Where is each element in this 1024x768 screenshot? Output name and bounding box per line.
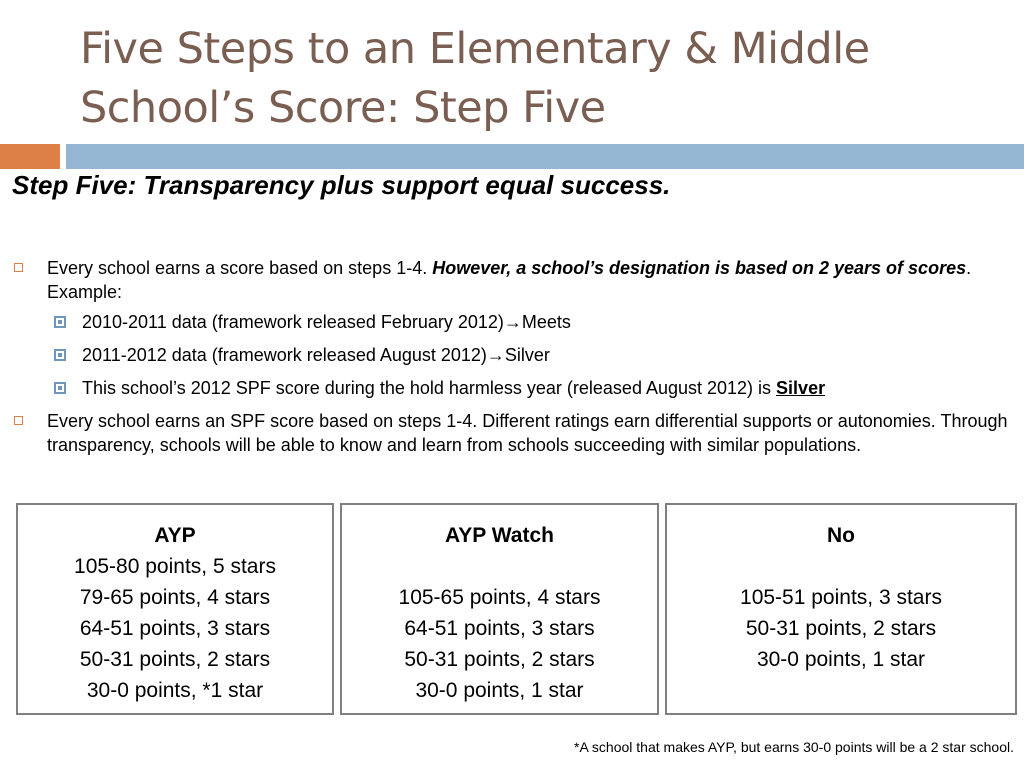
box-heading: AYP [154, 524, 196, 547]
box-line: 105-65 points, 4 stars [398, 586, 601, 609]
sub-bullet-2-text: 2011-2012 data (framework released August 2012) [82, 345, 487, 365]
box-line: 30-0 points, *1 star [86, 679, 264, 702]
bullet-1-emphasis: However, a school’s designation is based on 2 years of scores [432, 258, 967, 278]
sub-bullet-3-result: Silver [776, 378, 826, 398]
sub-bullet-2-result: Silver [504, 345, 550, 365]
box-line: 50-31 points, 2 stars [745, 617, 937, 640]
sub-bullet-1-text: 2010-2011 data (framework released February 2012) [82, 312, 504, 332]
accent-bar-blue [66, 144, 1024, 169]
box-line: 30-0 points, 1 star [756, 648, 926, 671]
bullet-1-tail: . Example: [47, 258, 972, 302]
sub-bullet-1-result: Meets [521, 312, 571, 332]
no-ayp-rating-box [665, 503, 1017, 715]
bullet-1-text: Every school earns a score based on steps 1-4. [47, 258, 433, 278]
ayp-rating-box [16, 503, 334, 715]
sub-bullet-2 [14, 343, 1014, 367]
bullet-2-text: Every school earns an SPF score based on steps 1-4. Different ratings earn differential supports or autonomies. Through transparency, schools will be able to know and learn from schools succeeding with similar populations. [47, 411, 1008, 455]
box-line: 64-51 points, 3 stars [79, 617, 271, 640]
box-heading: AYP Watch [445, 524, 554, 547]
box-line: 50-31 points, 2 stars [404, 648, 595, 671]
box-line: 105-80 points, 5 stars [74, 555, 276, 578]
box-line: 30-0 points, 1 star [415, 679, 584, 702]
box-line: 105-51 points, 3 stars [740, 586, 942, 609]
bullet-1 [14, 256, 1014, 304]
box-line: 64-51 points, 3 stars [404, 617, 595, 640]
square-bullet-icon [14, 416, 23, 425]
square-bullet-icon [54, 349, 66, 361]
square-bullet-icon [14, 263, 23, 272]
right-arrow-icon: → [503, 312, 522, 332]
bullet-list [14, 256, 1014, 463]
sub-bullet-1 [14, 310, 1014, 334]
box-line: 79-65 points, 4 stars [79, 586, 271, 609]
footnote: *A school that makes AYP, but earns 30-0 points will be a 2 star school. [574, 739, 1014, 755]
square-bullet-icon [54, 316, 66, 328]
slide-title [80, 20, 1000, 138]
sub-bullet-3-text: This school’s 2012 SPF score during the hold harmless year (released August 2012) is [82, 378, 777, 398]
sub-bullet-3 [14, 376, 1014, 400]
ayp-watch-rating-box [340, 503, 659, 715]
bullet-2 [14, 409, 1014, 457]
slide-title-line-2: School’s Score: Step Five [80, 83, 606, 133]
right-arrow-icon: → [486, 345, 505, 365]
box-line: 50-31 points, 2 stars [79, 648, 271, 671]
slide-title-line-1: Five Steps to an Elementary & Middle [80, 24, 870, 74]
accent-bar-orange [0, 144, 60, 169]
square-bullet-icon [54, 382, 66, 394]
slide-subtitle: Step Five: Transparency plus support equal success. [12, 170, 671, 200]
box-heading: No [827, 524, 855, 547]
